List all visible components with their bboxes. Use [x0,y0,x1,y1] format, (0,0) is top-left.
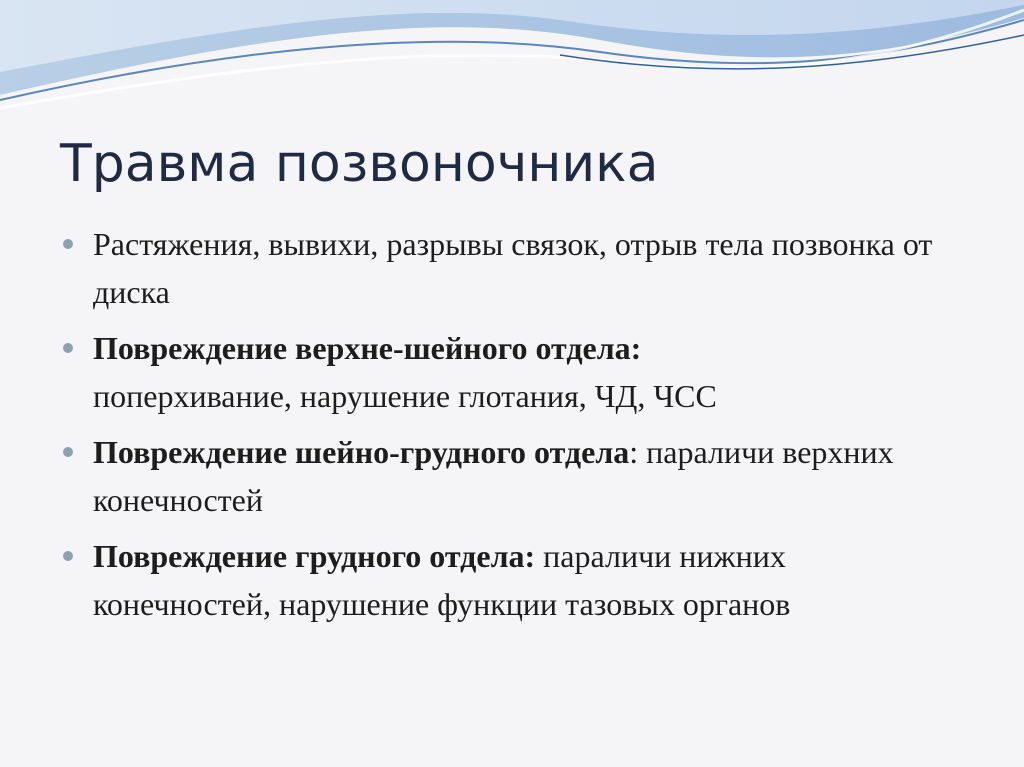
bullet-item [60,532,970,628]
bullet-item [60,324,970,420]
slide-title: Травма позвоночника [60,134,659,194]
bullet-dot-icon [63,239,73,249]
bullet-text: : параличи верхних конечностей [93,434,894,518]
bullet-dot-icon [63,447,73,457]
bullet-item [60,428,970,524]
bullet-bold-text: Повреждение грудного отдела: [93,538,536,574]
bullet-bold-text: Повреждение верхне-шейного отдела: [93,330,642,366]
bullet-dot-icon [63,343,73,353]
bullet-text: параличи нижних конечностей, нарушение функции тазовых органов [93,538,791,622]
header-waves-decoration [0,0,1024,140]
bullet-dot-icon [63,551,73,561]
bullet-bold-text: Повреждение шейно-грудного отдела [93,434,630,470]
bullet-text: поперхивание, нарушение глотания, ЧД, ЧСС [93,378,717,414]
bullet-text: Растяжения, вывихи, разрывы связок, отрыв тела позвонка от диска [93,226,933,310]
bullet-item [60,220,970,316]
bullet-list [60,220,970,636]
